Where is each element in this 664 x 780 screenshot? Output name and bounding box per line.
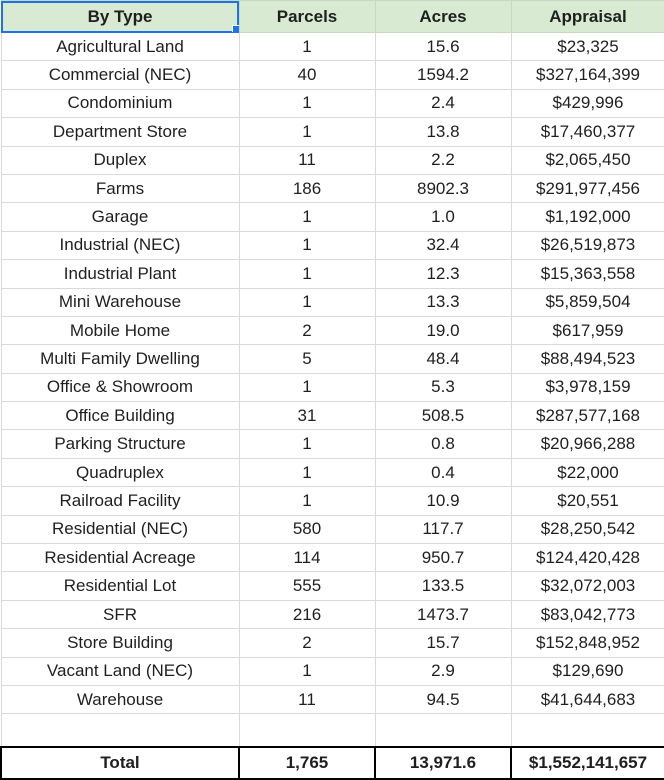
table-row [1, 203, 664, 231]
fill-handle[interactable] [232, 25, 240, 33]
cell-appraisal[interactable]: $5,859,504 [511, 288, 664, 316]
cell-acres[interactable]: 15.7 [375, 629, 511, 657]
cell-parcels[interactable]: 11 [239, 685, 375, 713]
table-row [1, 345, 664, 373]
table-row [1, 487, 664, 515]
cell-acres[interactable]: 117.7 [375, 515, 511, 543]
cell-appraisal[interactable]: $88,494,523 [511, 345, 664, 373]
cell-parcels[interactable]: 1 [239, 231, 375, 259]
cell-type[interactable]: Residential (NEC) [1, 515, 239, 543]
table-row [1, 89, 664, 117]
cell-acres[interactable]: 13.3 [375, 288, 511, 316]
table-row [1, 657, 664, 685]
cell-type[interactable]: Industrial Plant [1, 260, 239, 288]
cell-type[interactable]: Residential Acreage [1, 544, 239, 572]
cell-appraisal[interactable]: $23,325 [511, 33, 664, 61]
cell-appraisal[interactable]: $17,460,377 [511, 118, 664, 146]
cell-type[interactable]: Quadruplex [1, 458, 239, 486]
empty-cell[interactable] [239, 714, 375, 739]
gap-cell [375, 738, 511, 747]
cell-parcels[interactable]: 1 [239, 33, 375, 61]
cell-appraisal[interactable]: $26,519,873 [511, 231, 664, 259]
cell-type[interactable]: Department Store [1, 118, 239, 146]
cell-appraisal[interactable]: $124,420,428 [511, 544, 664, 572]
cell-appraisal[interactable]: $429,996 [511, 89, 664, 117]
cell-appraisal[interactable]: $15,363,558 [511, 260, 664, 288]
table-row [1, 430, 664, 458]
total-acres-cell[interactable]: 13,971.6 [375, 747, 511, 779]
table-row [1, 572, 664, 600]
cell-acres[interactable]: 1473.7 [375, 600, 511, 628]
cell-type[interactable]: Railroad Facility [1, 487, 239, 515]
cell-acres[interactable]: 950.7 [375, 544, 511, 572]
table-row [1, 685, 664, 713]
cell-parcels[interactable]: 1 [239, 260, 375, 288]
cell-acres[interactable]: 94.5 [375, 685, 511, 713]
total-label-cell[interactable]: Total [1, 747, 239, 779]
cell-type[interactable]: Store Building [1, 629, 239, 657]
cell-acres[interactable]: 12.3 [375, 260, 511, 288]
cell-appraisal[interactable]: $41,644,683 [511, 685, 664, 713]
header-row [1, 1, 664, 33]
cell-acres[interactable]: 5.3 [375, 373, 511, 401]
cell-acres[interactable]: 2.2 [375, 146, 511, 174]
cell-acres[interactable]: 15.6 [375, 33, 511, 61]
table-row [1, 231, 664, 259]
cell-acres[interactable]: 133.5 [375, 572, 511, 600]
cell-appraisal[interactable]: $22,000 [511, 458, 664, 486]
table-row [1, 146, 664, 174]
cell-appraisal[interactable]: $327,164,399 [511, 61, 664, 89]
cell-type[interactable]: Garage [1, 203, 239, 231]
table-row [1, 544, 664, 572]
header-cell-appraisal[interactable]: Appraisal [511, 1, 664, 33]
gap-cell [239, 738, 375, 747]
header-cell-parcels[interactable]: Parcels [239, 1, 375, 33]
cell-type[interactable]: Residential Lot [1, 572, 239, 600]
cell-parcels[interactable]: 1 [239, 203, 375, 231]
table-row [1, 515, 664, 543]
cell-parcels[interactable]: 1 [239, 118, 375, 146]
empty-cell[interactable] [1, 714, 239, 739]
table-row [1, 402, 664, 430]
cell-parcels[interactable]: 1 [239, 458, 375, 486]
header-label-by-type: By Type [87, 6, 153, 26]
table-row [1, 458, 664, 486]
cell-acres[interactable]: 8902.3 [375, 174, 511, 202]
cell-appraisal[interactable]: $28,250,542 [511, 515, 664, 543]
cell-appraisal[interactable]: $152,848,952 [511, 629, 664, 657]
header-cell-by-type[interactable] [1, 1, 239, 33]
cell-type[interactable]: Warehouse [1, 685, 239, 713]
cell-acres[interactable]: 2.9 [375, 657, 511, 685]
table-row [1, 629, 664, 657]
cell-parcels[interactable]: 31 [239, 402, 375, 430]
header-cell-acres[interactable]: Acres [375, 1, 511, 33]
table-row [1, 33, 664, 61]
gap-row [1, 738, 664, 747]
gap-cell [511, 738, 664, 747]
cell-parcels[interactable]: 1 [239, 430, 375, 458]
cell-appraisal[interactable]: $20,551 [511, 487, 664, 515]
cell-parcels[interactable]: 1 [239, 89, 375, 117]
cell-type[interactable]: SFR [1, 600, 239, 628]
cell-acres[interactable]: 2.4 [375, 89, 511, 117]
cell-acres[interactable]: 19.0 [375, 316, 511, 344]
cell-appraisal[interactable]: $20,966,288 [511, 430, 664, 458]
cell-type[interactable]: Multi Family Dwelling [1, 345, 239, 373]
table-row [1, 600, 664, 628]
table-row [1, 260, 664, 288]
cell-appraisal[interactable]: $83,042,773 [511, 600, 664, 628]
cell-acres[interactable]: 1594.2 [375, 61, 511, 89]
cell-acres[interactable]: 32.4 [375, 231, 511, 259]
cell-acres[interactable]: 508.5 [375, 402, 511, 430]
total-appraisal-cell[interactable]: $1,552,141,657 [511, 747, 664, 779]
cell-acres[interactable]: 48.4 [375, 345, 511, 373]
cell-type[interactable]: Vacant Land (NEC) [1, 657, 239, 685]
cell-parcels[interactable]: 1 [239, 373, 375, 401]
cell-type[interactable]: Industrial (NEC) [1, 231, 239, 259]
cell-acres[interactable]: 0.4 [375, 458, 511, 486]
total-row [1, 747, 664, 779]
cell-parcels[interactable]: 114 [239, 544, 375, 572]
cell-type[interactable]: Mobile Home [1, 316, 239, 344]
total-parcels-cell[interactable]: 1,765 [239, 747, 375, 779]
table-row [1, 174, 664, 202]
table-body [1, 33, 664, 748]
cell-parcels[interactable]: 1 [239, 288, 375, 316]
empty-row [1, 714, 664, 739]
cell-parcels[interactable]: 1 [239, 487, 375, 515]
table-row [1, 316, 664, 344]
cell-appraisal[interactable]: $32,072,003 [511, 572, 664, 600]
cell-type[interactable]: Commercial (NEC) [1, 61, 239, 89]
cell-type[interactable]: Agricultural Land [1, 33, 239, 61]
cell-parcels[interactable]: 5 [239, 345, 375, 373]
cell-parcels[interactable]: 2 [239, 629, 375, 657]
cell-acres[interactable]: 10.9 [375, 487, 511, 515]
table-row [1, 288, 664, 316]
table-row [1, 61, 664, 89]
cell-acres[interactable]: 13.8 [375, 118, 511, 146]
cell-type[interactable]: Condominium [1, 89, 239, 117]
cell-appraisal[interactable]: $2,065,450 [511, 146, 664, 174]
cell-parcels[interactable]: 216 [239, 600, 375, 628]
cell-parcels[interactable]: 555 [239, 572, 375, 600]
table-row [1, 118, 664, 146]
cell-parcels[interactable]: 11 [239, 146, 375, 174]
table-row [1, 373, 664, 401]
cell-parcels[interactable]: 580 [239, 515, 375, 543]
cell-type[interactable]: Office & Showroom [1, 373, 239, 401]
cell-appraisal[interactable]: $1,192,000 [511, 203, 664, 231]
cell-appraisal[interactable]: $617,959 [511, 316, 664, 344]
cell-parcels[interactable]: 2 [239, 316, 375, 344]
cell-appraisal[interactable]: $291,977,456 [511, 174, 664, 202]
cell-acres[interactable]: 1.0 [375, 203, 511, 231]
empty-cell[interactable] [375, 714, 511, 739]
cell-parcels[interactable]: 1 [239, 657, 375, 685]
cell-acres[interactable]: 0.8 [375, 430, 511, 458]
cell-appraisal[interactable]: $287,577,168 [511, 402, 664, 430]
empty-cell[interactable] [511, 714, 664, 739]
cell-type[interactable]: Office Building [1, 402, 239, 430]
cell-type[interactable]: Duplex [1, 146, 239, 174]
cell-type[interactable]: Mini Warehouse [1, 288, 239, 316]
cell-parcels[interactable]: 40 [239, 61, 375, 89]
cell-appraisal[interactable]: $129,690 [511, 657, 664, 685]
cell-type[interactable]: Parking Structure [1, 430, 239, 458]
gap-cell [1, 738, 239, 747]
cell-appraisal[interactable]: $3,978,159 [511, 373, 664, 401]
cell-type[interactable]: Farms [1, 174, 239, 202]
cell-parcels[interactable]: 186 [239, 174, 375, 202]
